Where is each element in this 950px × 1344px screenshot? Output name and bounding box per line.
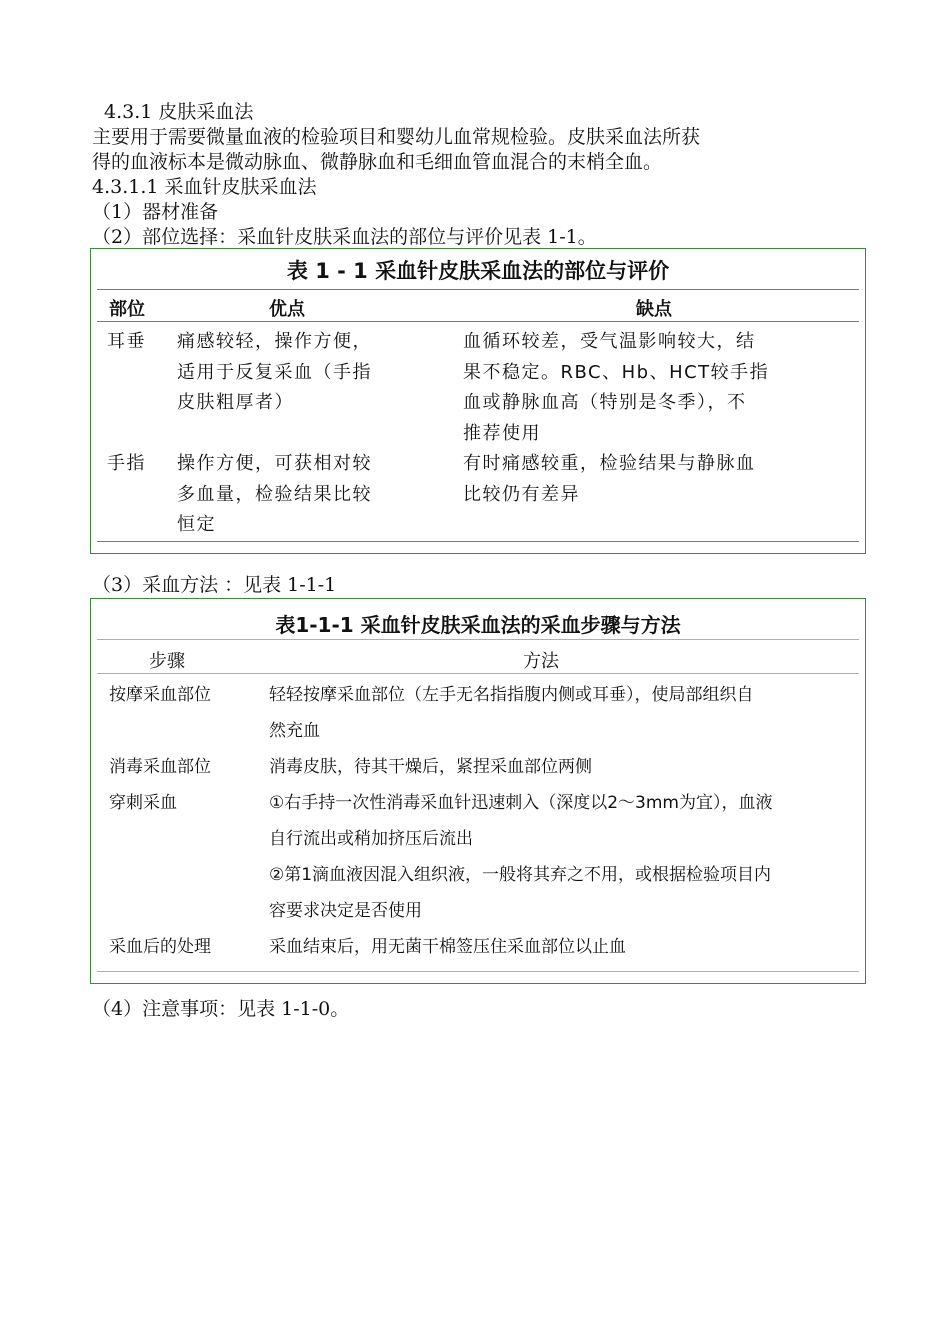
table-1-row-1-site: 耳垂 [107,331,146,352]
table-2-image [90,598,866,984]
table-2-header-method: 方法 [523,651,559,672]
table-1-row-1-pros: 痛感较轻，操作方便， 适用于反复采血（手指 皮肤粗厚者） [177,331,372,413]
table-1-header-pros: 优点 [269,299,305,320]
table-1-bottom-rule [97,541,859,542]
table-2-row-4-step: 采血后的处理 [109,937,211,957]
table-2-row-2-step: 消毒采血部位 [109,757,211,777]
table-2-row-2-method: 消毒皮肤，待其干燥后，紧捏采血部位两侧 [269,757,592,777]
table-2-title: 表1-1-1 采血针皮肤采血法的采血步骤与方法 [275,613,681,637]
table-1-header-cons: 缺点 [636,299,672,320]
paragraph-line-2: 得的血液标本是微动脉血、微静脉血和毛细血管血混合的末梢全血。 [92,151,663,173]
table-2-row-1-step: 按摩采血部位 [109,685,211,705]
table-2-top-rule [97,639,859,640]
table-1-row-2-pros: 操作方便，可获相对较 多血量，检验结果比较 恒定 [177,453,372,535]
table-2-row-1-method: 轻轻按摩采血部位（左手无名指指腹内侧或耳垂），使局部组织自 然充血 [269,685,754,741]
table-2-header-step: 步骤 [149,651,185,672]
table-1-row-1-cons: 血循环较差，受气温影响较大，结 果不稳定。RBC、Hb、HCT较手指 血或静脉血高（特别是冬季），不 推荐使用 [463,331,770,444]
list-item-1: （1）器材准备 [92,201,219,223]
list-item-4: （4）注意事项：见表 1-1-0。 [92,998,350,1020]
table-2-row-3-method: ①右手持一次性消毒采血针迅速刺入（深度以2～3mm为宜），血液 自行流出或稍加挤压后流出 ②第1滴血液因混入组织液，一般将其弃之不用，或根据检验项目内 容要求决定是否使用 [269,793,773,921]
table-1-header-rule [97,321,859,322]
table-1-title: 表 1 - 1 采血针皮肤采血法的部位与评价 [286,259,670,283]
list-item-3: （3）采血方法 ：见表 1-1-1 [92,574,337,596]
list-item-2: （2）部位选择：采血针皮肤采血法的部位与评价见表 1-1。 [92,226,597,248]
table-1-header-site: 部位 [109,299,145,320]
subsection-heading: 4.3.1.1 采血针皮肤采血法 [92,176,317,198]
table-2-row-3-step: 穿刺采血 [109,793,177,813]
section-heading: 4.3.1 皮肤采血法 [104,101,254,123]
table-1-top-rule [97,289,859,290]
table-1-row-2-cons: 有时痛感较重，检验结果与静脉血 比较仍有差异 [463,453,756,505]
table-2-row-4-method: 采血结束后，用无菌干棉签压住采血部位以止血 [269,937,626,957]
paragraph-line-1: 主要用于需要微量血液的检验项目和婴幼儿血常规检验。皮肤采血法所获 [92,126,701,148]
table-2-bottom-rule [97,971,859,972]
table-1-image [90,248,866,554]
table-1-row-2-site: 手指 [107,453,146,474]
table-2-header-rule [97,673,859,674]
